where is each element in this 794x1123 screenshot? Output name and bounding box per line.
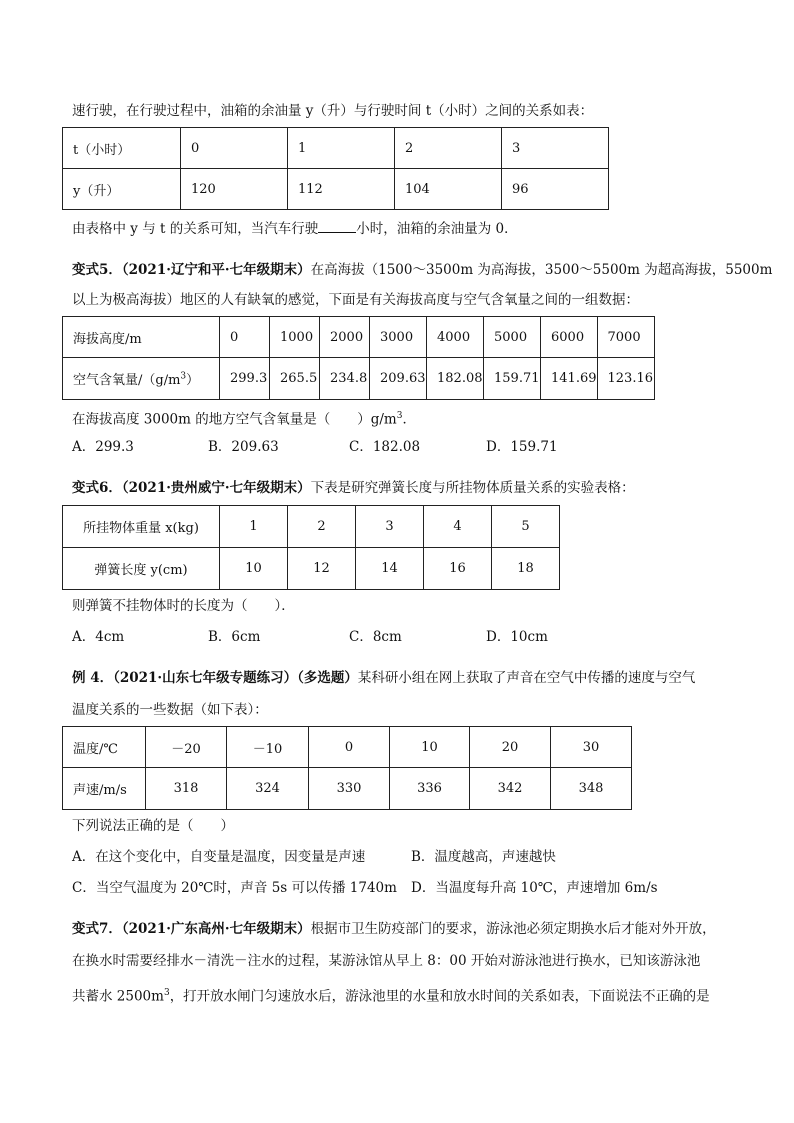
prev-after-post: 小时，油箱的余油量为 0．: [356, 221, 518, 237]
table-cell: －10: [227, 727, 309, 768]
table-cell: 209.63: [370, 358, 427, 400]
table-cell: 0: [309, 727, 390, 768]
table-cell: 7000: [597, 317, 654, 358]
table-cell: 温度/℃: [63, 727, 146, 768]
table-cell: 弹簧长度 y(cm): [63, 548, 220, 590]
table-cell: 5000: [484, 317, 541, 358]
q7-line2: 在换水时需要经排水－清洗－注水的过程，某游泳馆从早上 8：00 开始对游泳池进行换水，已知该游泳池: [72, 953, 701, 969]
prev-after-text: [72, 218, 518, 239]
table-cell: 3000: [370, 317, 427, 358]
table-cell: 96: [502, 169, 609, 210]
table-cell: －20: [146, 727, 227, 768]
ex4-option-c[interactable]: C．当空气温度为 20℃时，声音 5s 可以传播 1740m: [72, 880, 397, 896]
table-cell: 112: [288, 169, 395, 210]
table-cell: 1: [220, 506, 288, 548]
table-cell: [63, 358, 220, 400]
row-head-sup: 3: [180, 371, 187, 382]
prev-after-pre: 由表格中 y 与 t 的关系可知，当汽车行驶: [72, 221, 319, 237]
table-cell: 2: [395, 128, 502, 169]
table-cell: 265.5: [270, 358, 320, 400]
ex4-text1: 某科研小组在网上获取了声音在空气中传播的速度与空气: [357, 670, 696, 686]
q7-line3: [72, 983, 710, 1007]
q5-question-text: 在海拔高度 3000m 的地方空气含氧量是（ ）g/m: [72, 411, 397, 428]
table-cell: 18: [492, 548, 560, 590]
q5-option-b[interactable]: B．209.63: [208, 439, 279, 455]
oxygen-table: [62, 316, 655, 400]
table-cell: 14: [356, 548, 424, 590]
fuel-table: [62, 127, 609, 210]
q5-label: 变式5．（2021·辽宁和平·七年级期末）: [72, 262, 311, 278]
q5-option-a[interactable]: A．299.3: [72, 439, 134, 455]
table-cell: 336: [390, 768, 470, 810]
spring-table: [62, 505, 560, 590]
q5-text1: 在高海拔（1500～3500m 为高海拔，3500～5500m 为超高海拔，5500m: [310, 262, 773, 278]
table-cell: 2000: [320, 317, 370, 358]
q6-text: 下表是研究弹簧长度与所挂物体质量关系的实验表格：: [310, 480, 635, 496]
q5-option-c[interactable]: C．182.08: [349, 439, 421, 455]
table-cell: 3: [502, 128, 609, 169]
table-cell: 3: [356, 506, 424, 548]
q7-line3-post: ，打开放水闸门匀速放水后，游泳池里的水量和放水时间的关系如表，下面说法不正确的是: [169, 988, 710, 1005]
q5-line1: [72, 260, 772, 280]
table-cell: 16: [424, 548, 492, 590]
table-cell: 0: [181, 128, 288, 169]
table-cell: 30: [551, 727, 632, 768]
table-cell: t（小时）: [63, 128, 181, 169]
table-cell: 120: [181, 169, 288, 210]
table-cell: 4000: [427, 317, 484, 358]
ex4-question: 下列说法正确的是（ ）: [72, 818, 234, 834]
table-cell: 海拔高度/m: [63, 317, 220, 358]
table-cell: 182.08: [427, 358, 484, 400]
table-cell: y（升）: [63, 169, 181, 210]
table-cell: 12: [288, 548, 356, 590]
table-cell: 104: [395, 169, 502, 210]
q5-question: [72, 406, 416, 430]
table-cell: 234.8: [320, 358, 370, 400]
q6-option-b[interactable]: B．6cm: [208, 629, 261, 645]
table-cell: 2: [288, 506, 356, 548]
table-cell: 1000: [270, 317, 320, 358]
table-cell: 6000: [541, 317, 598, 358]
q7-line3-pre: 共蓄水 2500m: [72, 988, 164, 1005]
table-cell: 4: [424, 506, 492, 548]
ex4-line1: [72, 668, 695, 688]
ex4-option-d[interactable]: D．当温度每升高 10℃，声速增加 6m/s: [411, 880, 658, 896]
q7-label: 变式7．（2021·广东高州·七年级期末）: [72, 921, 311, 937]
table-cell: 20: [470, 727, 551, 768]
q7-line1: [72, 919, 716, 939]
ex4-option-b[interactable]: B．温度越高，声速越快: [411, 849, 556, 865]
table-cell: 348: [551, 768, 632, 810]
ex4-line2: 温度关系的一些数据（如下表）：: [72, 702, 268, 718]
table-cell: 10: [220, 548, 288, 590]
row-head: 空气含氧量/（g/m: [73, 373, 181, 388]
q6-option-a[interactable]: A．4cm: [72, 629, 125, 645]
q6-label: 变式6．（2021·贵州威宁·七年级期末）: [72, 480, 311, 496]
q5-question-sup: 3: [396, 411, 403, 421]
table-cell: 324: [227, 768, 309, 810]
table-cell: 1: [288, 128, 395, 169]
table-cell: 10: [390, 727, 470, 768]
q5-line2: 以上为极高海拔）地区的人有缺氧的感觉，下面是有关海拔高度与空气含氧量之间的一组数据：: [72, 292, 639, 308]
table-cell: 0: [220, 317, 270, 358]
prev-intro: 速行驶，在行驶过程中，油箱的余油量 y（升）与行驶时间 t（小时）之间的关系如表：: [72, 103, 594, 119]
table-cell: 141.69: [541, 358, 598, 400]
table-cell: 5: [492, 506, 560, 548]
table-cell: 159.71: [484, 358, 541, 400]
q6-option-c[interactable]: C．8cm: [349, 629, 402, 645]
sound-table: [62, 726, 632, 810]
table-cell: 318: [146, 768, 227, 810]
q6-line1: [72, 478, 635, 498]
table-cell: 299.3: [220, 358, 270, 400]
table-cell: 330: [309, 768, 390, 810]
q7-line3-sup: 3: [163, 988, 170, 998]
table-cell: 123.16: [597, 358, 654, 400]
q5-question-end: ．: [402, 411, 416, 428]
q5-option-d[interactable]: D．159.71: [486, 439, 558, 455]
ex4-label: 例 4．（2021·山东七年级专题练习）（多选题）: [72, 670, 358, 686]
q6-question: 则弹簧不挂物体时的长度为（ ）．: [72, 598, 295, 614]
table-cell: 342: [470, 768, 551, 810]
q7-text1: 根据市卫生防疫部门的要求，游泳池必须定期换水后才能对外开放，: [310, 921, 716, 937]
q6-option-d[interactable]: D．10cm: [486, 629, 548, 645]
answer-blank: [318, 218, 356, 233]
ex4-option-a[interactable]: A．在这个变化中，自变量是温度，因变量是声速: [72, 849, 366, 865]
table-cell: 声速/m/s: [63, 768, 146, 810]
table-cell: 所挂物体重量 x(kg): [63, 506, 220, 548]
row-head-tail: ）: [186, 373, 200, 388]
